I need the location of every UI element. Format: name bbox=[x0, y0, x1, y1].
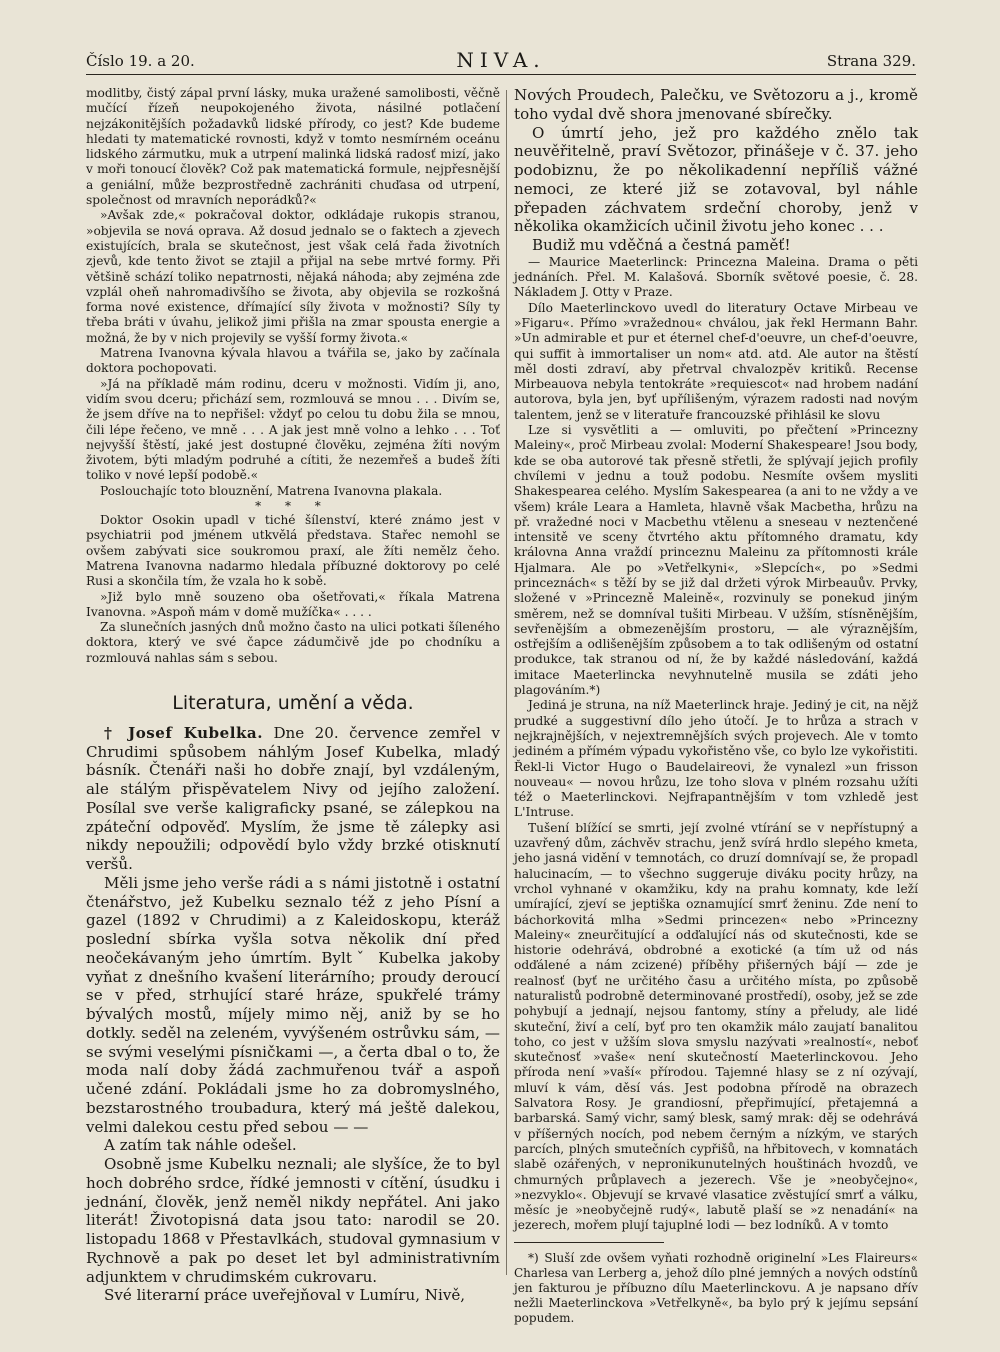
paragraph: »Avšak zde,« pokračoval doktor, odkládaje rukopis stranou, »objevila se nová oprava. Až dosud jednalo se o faktech a zjevech existujících, brala se skutečnost, jest však celá řada životních zjevů, kde tento život se ztajil a přijal na sebe mrtvé formy. Při většině schází toliko nepatrnosti, nějaká náhoda; aby zejména zde vzplál oheň nahromadivšího se života, aby objevila se rozkošná forma nové existence, dřímající síly života v možnosti? Síly ty třeba bráti v úvahu, jelikož jimi přišla na zmar spousta energie a možná, že by v nich projevily se vyšší formy života.« bbox=[86, 208, 500, 345]
paragraph: Jediná je struna, na níž Maeterlinck hraje. Jediný je cit, na nějž prudké a suggestivní dílo jeho útočí. Je to hrůza a strach v nejkrajnějších, v nejextremnějších svých projevech. Ale v tomto jediném a přímém výpadu vykořistěno vše, co bylo lze vykořistiti. Řekl-li Victor Hugo o Baudelaireovi, že vynalezl »un frisson nouveau« — novou hrůzu, lze toho slova v plném rozsahu užíti též o Maeterlinckovi. Nejfrapantnějším v tom vzhledě jest L'Intruse. bbox=[514, 698, 918, 820]
maeterlinck-review bbox=[514, 255, 918, 1234]
obituary-article bbox=[86, 724, 500, 1305]
paragraph: Doktor Osokin upadl v tiché šílenství, které známo jest v psychiatrii pod jménem utkvělá představa. Stařec nemohl se ovšem zabývati sice soukromou praxí, ale žíti nemělz čeho. Matrena Ivanovna nadarmo hledala příbuzné doktorovy po celé Rusi a skončila tím, že vzala ho k sobě. bbox=[86, 513, 500, 589]
paragraph: Své literarní práce uveřejňoval v Lumíru, Nivě, bbox=[104, 1286, 466, 1305]
paragraph: Lze si vysvětliti a — omluviti, po přečtení »Princezny Maleiny«, proč Mirbeau zvolal: Moderní Shakespeare! Jsou body, kde se oba autorové tak přesně střetli, že splývají jejich profily chvílemi v jednu a touž podobu. Nesmíte ovšem mysliti Shakespearea celého. Myslím Sakespearea (a ani to ne vždy a ve všem) krále Leara a Hamleta, hlavně však Macbetha, hrůzu na př. vražedné noci v Macbethu vtělenu a sneseau v neztenčené intensitě ve sceny čtvrtého aktu přítomného dramatu, kdy královna Anna vraždí princeznu Maleinu za přítomnosti krále Hjalmara. Ale po »Vetřelkyni«, »Slepcích«, po »Sedmi princeznách« s těží by se již dal držeti výrok Mirbeauův. Prvky, složené v »Princezně Maleině«, rozvinuly se ponekud jiným směrem, než se domníval tušiti Mirbeau. V užším, stísněnějším, sevřenějším a obmezenějším prostoru, — ale výraznějším, ostřejším a odlišenějším způsobem a to tak odlišeným od ostatní produkce, tak stranou od ní, že by každé následování, každá imitace Maeterlincka nevyhnutelně musila se zdáti jeho plagováním.*) bbox=[514, 423, 918, 698]
paragraph: Osobně jsme Kubelku neznali; ale slyšíce, že to byl hoch dobrého srdce, řídké jemnosti v cítění, úsudku i jednání, člověk, jenž neměl nikdy nepřátel. Ani jako literát! Životopisná data jsou tato: narodil se 20. listopadu 1868 v Přestavlkách, studoval gymnasium v Rychnově a pak po deset let byl administrativním adjunktem v chrudimském cukrovaru. bbox=[86, 1155, 500, 1286]
obituary-continuation bbox=[514, 86, 918, 255]
footnote: *) Sluší zde ovšem vyňati rozhodně originelní »Les Flaireurs« Charlesa van Lerberg a, jehož dílo plné jemných a nových odstínů jen fakturou je příbuzno dílu Maeterlinckovu. A je napsano dřív nežli Maeterlinckova »Vetřelkyně«, ba bylo prý k jejímu sepsání popudem. bbox=[514, 1250, 918, 1325]
header-rule bbox=[86, 74, 916, 75]
paragraph: modlitby, čistý zápal první lásky, muka uražené samolibosti, věčně mučící řízeň neupokojeného života, násilné potlačení nejzákonitějších požadavků lidské přírody, co jest? Kde budeme hledati ty matematické rovnosti, když v tomto nesmírném oceánu lidského zármutku, muk a utrpení malinká lidská radosť mizí, jako v moři tonoucí člověk? Což pak matematická formule, nejpřesnější a geniální, může bezprostředně zachrániti chuďasa od utrpení, společnost od mravních neporádků?« bbox=[86, 86, 500, 208]
obituary-name: Josef Kubelka. bbox=[128, 723, 263, 742]
section-title: Literatura, umění a věda. bbox=[172, 691, 414, 714]
paragraph: Nových Proudech, Palečku, ve Světozoru a j., kromě toho vydal dvě shora jmenované sbírečky. bbox=[514, 86, 918, 123]
obituary-lead bbox=[86, 724, 500, 874]
issue-number: Číslo 19. a 20. bbox=[86, 52, 195, 70]
paragraph: Za slunečních jasných dnů možno často na ulici potkati šíleného doktora, který ve své čapce zádumčivě jde po chodníku a rozmlouvá nahlas sám s sebou. bbox=[86, 620, 500, 665]
paragraph: Tušení blížící se smrti, její zvolné vtírání se v nepřístupný a uzavřený dům, záchvěv strachu, jenž svírá hrdlo slepého kmeta, jeho jasná vidění v temnotách, co druzí domnívají se, že propadl halucinacím, — to všechno suggeruje diváku pocity hrůzy, na vrchol vyhnané v okamžiku, kdy na prahu komnaty, kde leží umírající, zjeví se jeptiška oznamující smrť ženinu. Zde není to báchorkovitá mlha »Sedmi princezen« nebo »Princezny Maleiny« zneurčitující a odďalující nás od skutečnosti, kde se historie odehrává, obdrobné a exotické (a tím už od nás odďálené a nám zcizené) příběhy přišerných bájí — zde je realnosť (byť ne určitého času a určitého místa, po způsobě naturalistů podrobně determinované prostředí), osoby, jež se zde pohybují a jednají, nejsou fantomy, stíny a přeludy, ale lidé skuteční, živí a celí, byť pro ten okamžik málo zaujatí banalitou toho, co jest v užším slova smyslu nazývati »realností«, neboť skutečnosť »vaše« není skutečností Maeterlinckovou. Jeho příroda není »vaší« přírodou. Tajemné hlasy se z ní ozývají, mluví k vám, děsí vás. Jest podobna přírodě na obrazech Salvatora Rosy. Je grandiosní, přepřimující, přetajemná a barbarská. Samý vichr, samý blesk, samý mrak: děj se odehrává v příšerných nocích, pod nebem černým a nízkým, ve starých parcích, plných smutečních cypřišů, na hřbitovech, v komnatách slabě ozářených, v nepronikunutelných houštinách hvozdů, ve chmurných průplavech a jezerech. Vše je »neobyčejno«, »nezvyklo«. Objevují se krvavé vlasatice zvěstující smrť a válku, měsíc je »neobyčejně rudý«, labutě plaší se »z nenadání« na jezerech, mořem plují tajuplné lodi — bez lodníků. A v tomto bbox=[514, 820, 918, 1233]
obituary-lead-text: Dne 20. července zemřel v Chrudimi spůsobem náhlým Josef Kubelka, mladý básník. Čtenáři naši ho dobře znají, byl vzdáleným, ale stálým přispěvatelem Nivy od jejího založení. Posílal sve verše kaligraficky psané, se zálepkou na zpáteční odpověď. Myslím, že jsme tě zálepky asi nikdy nepoužili; odpovědí bylo vždy brzké otisknutí veršů. bbox=[86, 723, 500, 874]
paragraph: Poslouchajíc toto blouznění, Matrena Ivanovna plakala. bbox=[100, 483, 443, 498]
paragraph: — Maurice Maeterlinck: Princezna Maleina. Drama o pěti jednáních. Přel. M. Kalašová. Sborník světové poesie, č. 28. Nákladem J. Otty v Praze. bbox=[514, 254, 918, 300]
paragraph: Budiž mu vděčná a čestná paměť! bbox=[532, 236, 791, 254]
paragraph: O úmrtí jeho, jež pro každého znělo tak neuvěřitelně, praví Světozor, přinášeje v č. 37. jeho podobiznu, že po několikadenní nepříliš vážné nemoci, ze které již se zotavoval, byl náhle přepaden záchvatem srdeční choroby, jenž v několika okamžicích učinil životu jeho konec . . . bbox=[514, 123, 918, 236]
footnote-rule bbox=[514, 1242, 664, 1243]
story-continuation bbox=[86, 86, 500, 666]
section-separator: * * * bbox=[255, 499, 331, 514]
left-column bbox=[86, 86, 500, 1305]
page-header bbox=[86, 48, 916, 74]
column-divider bbox=[506, 90, 507, 1275]
cross-symbol: † bbox=[104, 723, 118, 742]
paragraph: Dílo Maeterlinckovo uvedl do literatury Octave Mirbeau ve »Figaru«. Přímo »vražednou« chválou, jak řekl Hermann Bahr. »Un admirable et pur et éternel chef-d'oeuvre, un chef-d'oeuvre, qui suffit à immortaliser un nom« atd. atd. Ale autor na štěstí měl dosti zdraví, aby přetrval chvalozpěv kritiků. Recense Mirbeauova nebyla tentokráte »requiescot« nad hrobem nadání autorova, byla jen, byť upřílišeným, výrazem radosti nad novým talentem, jenž se v literatuře francouzské přihlásil ke slovu bbox=[514, 300, 918, 422]
paragraph: A zatím tak náhle odešel. bbox=[104, 1136, 297, 1155]
paragraph: »Já na příkladě mám rodinu, dceru v možnosti. Vidím ji, ano, vidím svou dceru; přichází sem, rozmlouvá se mnou . . . Divím se, že jsem dříve na to nepřišel: vždyť po celou tu dobu žila se mnou, čili lépe řečeno, ve mně . . . A jak jest mně volno a lehko . . . Toť nejvyšší štěstí, jaké jest dostupné člověku, zejména žíti novým životem, býti mladým podruhé a cítiti, že nezemřeš a budeš žíti toliko v nové lepší podobě.« bbox=[86, 376, 500, 483]
page-number: Strana 329. bbox=[826, 52, 916, 70]
right-column bbox=[514, 86, 918, 1325]
paragraph: Matrena Ivanovna kývala hlavou a tvářila se, jako by začínala doktora pochopovati. bbox=[86, 346, 500, 376]
journal-title: NIVA. bbox=[456, 48, 546, 72]
paragraph: »Již bylo mně souzeno oba ošetřovati,« říkala Matrena Ivanovna. »Aspoň mám v domě mužíčka« . . . . bbox=[86, 589, 500, 619]
paragraph: Měli jsme jeho verše rádi a s námi jistotně i ostatní čtenářstvo, jež Kubelku seznalo též z jeho Písní a gazel (1892 v Chrudimi) a z Kaleidoskopu, kteráž poslední sbírka vyšla sotva několik dní před neočekávaným jeho úmrtím. Byltˇ Kubelka jakoby vyňat z dnešního kvašení literárního; proudy deroucí se v před, strhující staré hráze, spukřelé trámy bývalých mostů, míjely mimo něj, aniž by se ho dotkly. seděl na zeleném, vyvýšeném ostrůvku sám, — se svými veselými písničkami —, a čerta dbal o to, že moda nalí doby žádá zachmuřenou tvář a aspoň učené zdání. Pokládali jsme ho za dobromyslného, bezstarostného troubadura, který má ještě dalekou, velmi dalekou cestu před sebou — — bbox=[86, 873, 500, 1136]
